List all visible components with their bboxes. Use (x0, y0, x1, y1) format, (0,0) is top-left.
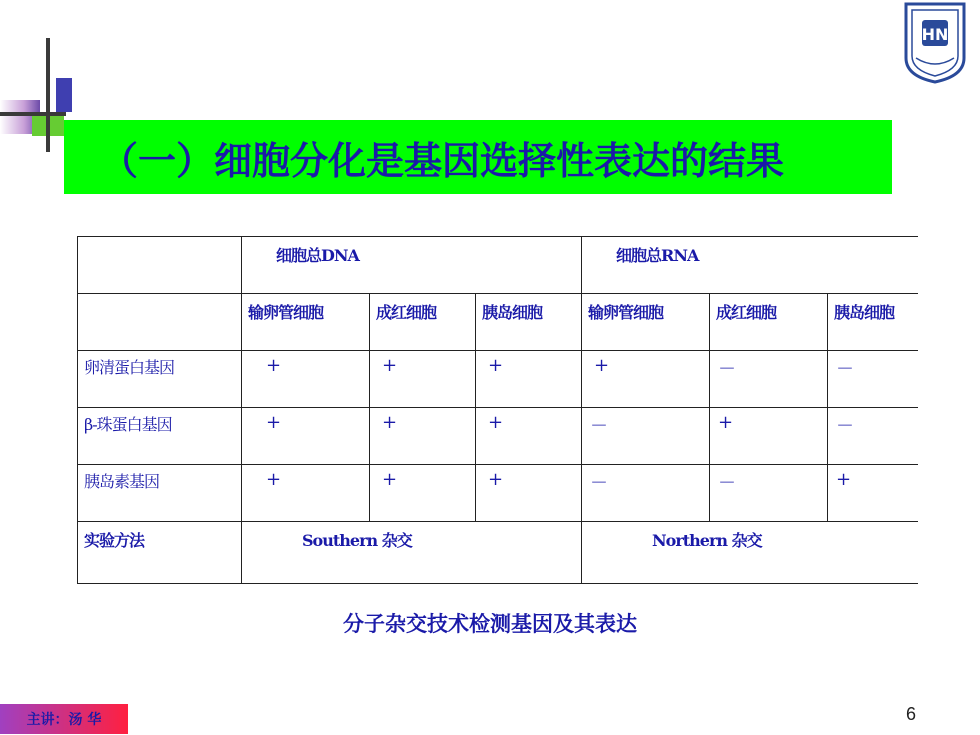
header-total-dna: 细胞总DNA (242, 237, 582, 294)
header-cell: 输卵管细胞 (582, 294, 710, 351)
result-cell: + (476, 465, 582, 522)
table-row (78, 522, 918, 584)
result-cell: － (710, 465, 828, 522)
result-cell: + (370, 408, 476, 465)
table-row (78, 294, 918, 351)
header-cell: 成红细胞 (370, 294, 476, 351)
lecturer-name: 主讲：汤 华 (26, 712, 102, 728)
table-row (78, 351, 918, 408)
row-label: 胰岛素基因 (78, 465, 242, 522)
result-cell: + (476, 351, 582, 408)
row-label: 实验方法 (78, 522, 242, 584)
gene-expression-table (77, 236, 918, 584)
header-cell: 胰岛细胞 (828, 294, 918, 351)
header-cell: 成红细胞 (710, 294, 828, 351)
header-cell: 胰岛细胞 (476, 294, 582, 351)
result-cell: + (370, 351, 476, 408)
table-caption: 分子杂交技术检测基因及其表达 (343, 612, 637, 636)
university-logo-icon (902, 0, 968, 84)
header-cell: 输卵管细胞 (242, 294, 370, 351)
title-banner (64, 120, 892, 194)
result-cell: － (828, 351, 918, 408)
result-cell: － (582, 465, 710, 522)
slide-title: （一）细胞分化是基因选择性表达的结果 (100, 138, 785, 183)
result-cell: + (370, 465, 476, 522)
table-row (78, 237, 918, 294)
decorative-horizontal-line (0, 112, 66, 116)
table-row (78, 408, 918, 465)
result-cell: + (242, 465, 370, 522)
page-number: 6 (906, 704, 917, 724)
dna-method-cell: Southern 杂交 (242, 522, 582, 584)
row-label: 卵清蛋白基因 (78, 351, 242, 408)
table-row (78, 465, 918, 522)
result-cell: － (582, 408, 710, 465)
row-label: β-珠蛋白基因 (78, 408, 242, 465)
result-cell: + (710, 408, 828, 465)
table-cell-empty (78, 294, 242, 351)
result-cell: － (710, 351, 828, 408)
result-cell: + (828, 465, 918, 522)
decorative-blue-block (56, 78, 72, 112)
result-cell: + (582, 351, 710, 408)
header-total-rna: 细胞总RNA (582, 237, 918, 294)
rna-method-cell: Northern 杂交 (582, 522, 918, 584)
result-cell: + (242, 408, 370, 465)
decorative-vertical-line (46, 38, 50, 152)
result-cell: + (476, 408, 582, 465)
result-cell: － (828, 408, 918, 465)
table-cell-empty (78, 237, 242, 294)
svg-text:HN: HN (921, 25, 949, 44)
lecturer-badge (0, 704, 128, 734)
result-cell: + (242, 351, 370, 408)
